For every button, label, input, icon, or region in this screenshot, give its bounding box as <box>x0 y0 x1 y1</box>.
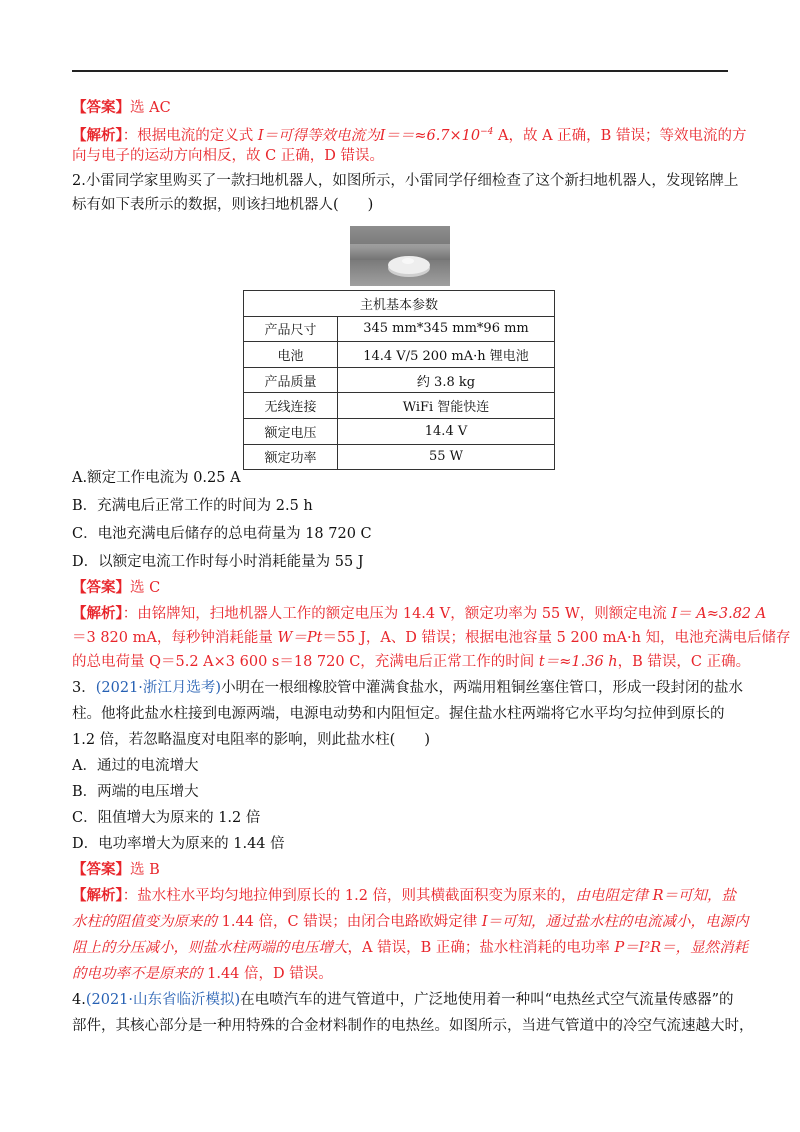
table-value: 约 3.8 kg <box>338 367 555 393</box>
q2-option-c: C．电池充满电后储存的总电荷量为 18 720 C <box>72 526 372 542</box>
table-row <box>244 444 555 470</box>
answer-label: 【答案】 <box>72 861 130 878</box>
question-number: 4. <box>72 992 86 1008</box>
analysis-formula: 由电阻定律 R＝可知，盐 <box>575 888 737 904</box>
table-row <box>244 316 555 342</box>
table-value: WiFi 智能快连 <box>338 393 555 419</box>
table-key: 无线连接 <box>244 393 338 419</box>
q3-stem-line-3: 1.2 倍，若忽略温度对电阻率的影响，则此盐水柱( ) <box>72 732 430 748</box>
table-key: 电池 <box>244 342 338 368</box>
q3-analysis-line-3 <box>72 938 749 958</box>
question-source: (2021·山东省临沂模拟) <box>85 992 241 1008</box>
q3-option-c: C．阻值增大为原来的 1.2 倍 <box>72 810 261 826</box>
table-row <box>244 418 555 444</box>
table-key: 额定功率 <box>244 444 338 470</box>
q2-analysis-line-1 <box>72 604 767 624</box>
analysis-formula: 的电功率不是原来的 <box>72 966 203 982</box>
table-row <box>244 342 555 368</box>
answer-label: 【答案】 <box>72 99 130 116</box>
q3-option-d: D．电功率增大为原来的 1.44 倍 <box>72 836 285 852</box>
header-rule <box>72 70 728 72</box>
analysis-label: 【解析】 <box>72 887 123 904</box>
analysis-formula: W＝Pt <box>277 630 323 646</box>
robot-vacuum-photo <box>350 226 450 286</box>
question-source: (2021·浙江月选考) <box>95 680 222 696</box>
table-key: 产品尺寸 <box>244 316 338 342</box>
analysis-text: ，A 错误，B 正确；盐水柱消耗的电功率 <box>347 940 615 956</box>
q2-stem-line-2: 标有如下表所示的数据，则该扫地机器人( ) <box>72 197 374 213</box>
parameters-table <box>243 290 555 470</box>
answer-text: 选 C <box>130 580 161 596</box>
q2-stem-line-1: 2.小雷同学家里购买了一款扫地机器人，如图所示，小雷同学仔细检查了这个新扫地机器人，发现铭牌上 <box>72 173 739 189</box>
analysis-text: ＝55 J，A、D 错误；根据电池容量 5 200 mA·h 知，电池充满电后储存 <box>322 630 791 646</box>
q3-stem-line-1 <box>72 678 744 698</box>
answer-text: 选 B <box>130 862 160 878</box>
q3-stem-line-2: 柱。他将此盐水柱接到电源两端，电源电动势和内阻恒定。握住盐水柱两端将它水平均匀拉伸到原长的 <box>72 706 725 722</box>
q3-option-b: B．两端的电压增大 <box>72 784 199 800</box>
q4-stem-line-2: 部件，其核心部分是一种用特殊的合金材料制作的电热丝。如图所示，当进气管道中的冷空气流速越大时， <box>72 1018 754 1034</box>
analysis-text: 1.44 倍，C 错误；由闭合电路欧姆定律 <box>217 914 482 930</box>
analysis-text: ：由铭牌知，扫地机器人工作的额定电压为 14.4 V，额定功率为 55 W，则额定电流 <box>122 606 672 622</box>
table-key: 产品质量 <box>244 367 338 393</box>
analysis-formula: t＝≈1.36 h <box>538 654 618 670</box>
analysis-text: 的总电荷量 Q＝5.2 A×3 600 s＝18 720 C，充满电后正常工作的时间 <box>72 654 539 670</box>
analysis-formula: I＝可得等效电流为I＝＝≈6.7×10 <box>257 127 481 144</box>
question-text: 小明在一根细橡胶管中灌满食盐水，两端用粗铜丝塞住管口，形成一段封闭的盐水 <box>221 680 744 696</box>
q3-analysis-line-2 <box>72 912 749 932</box>
q2-option-d: D．以额定电流工作时每小时消耗能量为 55 J <box>72 554 364 570</box>
table-value: 14.4 V <box>338 418 555 444</box>
analysis-formula: 阻上的分压减小，则盐水柱两端的电压增大 <box>72 940 348 956</box>
question-text: 在电喷汽车的进气管道中，广泛地使用着一种叫“电热丝式空气流量传感器”的 <box>240 992 734 1008</box>
analysis-text: A，故 A 正确，B 错误；等效电流的方 <box>493 127 747 144</box>
table-value: 345 mm*345 mm*96 mm <box>338 316 555 342</box>
table-value: 14.4 V/5 200 mA·h 锂电池 <box>338 342 555 368</box>
analysis-label: 【解析】 <box>72 605 123 622</box>
analysis-formula: 水柱的阻值变为原来的 <box>72 914 217 930</box>
q2-answer <box>72 578 732 598</box>
analysis-label: 【解析】 <box>72 126 123 144</box>
table-title: 主机基本参数 <box>244 291 555 317</box>
analysis-text: ：盐水柱水平均匀地拉伸到原长的 1.2 倍，则其横截面积变为原来的， <box>122 888 576 904</box>
analysis-text: ＝3 820 mA，每秒钟消耗能量 <box>72 630 278 646</box>
q1-analysis-line-2: 向与电子的运动方向相反，故 C 正确，D 错误。 <box>72 148 385 164</box>
table-key: 额定电压 <box>244 418 338 444</box>
q2-analysis-line-3 <box>72 652 751 672</box>
q2-analysis-line-2 <box>72 628 791 648</box>
table-value: 55 W <box>338 444 555 470</box>
analysis-exponent: −4 <box>480 127 494 137</box>
answer-text: 选 AC <box>130 100 171 116</box>
q2-option-a: A.额定工作电流为 0.25 A <box>72 470 241 486</box>
q3-answer <box>72 860 732 880</box>
answer-label: 【答案】 <box>72 579 130 596</box>
analysis-formula: I＝可知，通过盐水柱的电流减小，电源内 <box>481 914 749 930</box>
q4-stem-line-1 <box>72 990 732 1010</box>
q2-option-b: B．充满电后正常工作的时间为 2.5 h <box>72 498 313 514</box>
analysis-formula: P＝I²R＝，显然消耗 <box>614 940 749 956</box>
analysis-text: ，B 错误，C 正确。 <box>617 654 751 670</box>
question-number: 3． <box>72 680 96 696</box>
table-row <box>244 393 555 419</box>
analysis-text: ：根据电流的定义式 <box>122 127 258 144</box>
analysis-formula: I＝ A≈3.82 A <box>671 606 767 622</box>
table-row <box>244 367 555 393</box>
q1-answer <box>72 98 732 118</box>
q3-analysis-line-4 <box>72 964 732 984</box>
q3-analysis-line-1 <box>72 886 737 906</box>
q3-option-a: A．通过的电流增大 <box>72 758 199 774</box>
q1-analysis-line-1 <box>72 122 747 146</box>
analysis-text: 1.44 倍，D 错误。 <box>202 966 333 982</box>
